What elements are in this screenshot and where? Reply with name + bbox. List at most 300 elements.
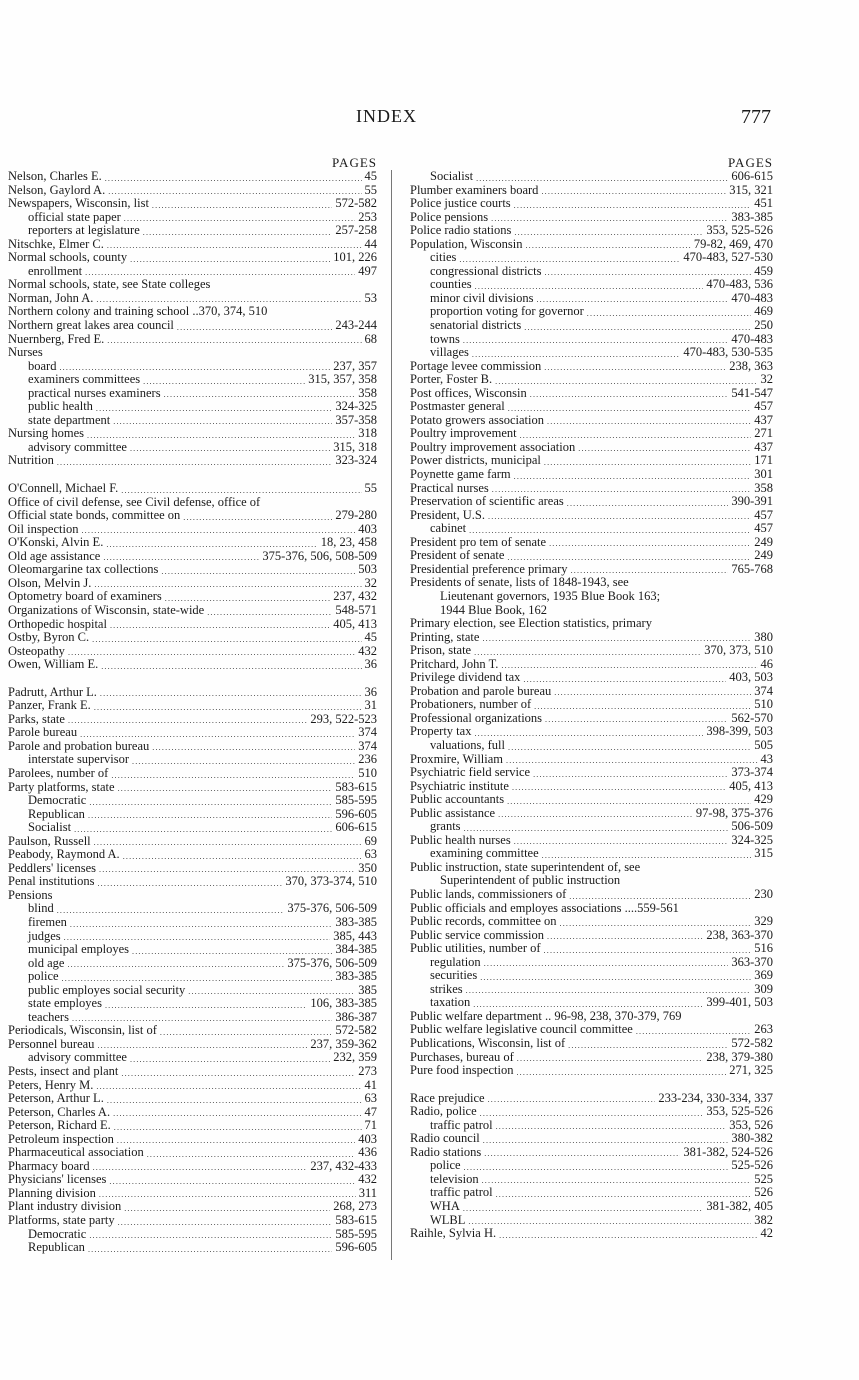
entry-term: Northern great lakes area council <box>8 318 174 333</box>
entry-list <box>8 170 377 1255</box>
entry-pages: 318 <box>358 426 377 441</box>
index-entry <box>8 211 377 225</box>
entry-term: 1944 Blue Book, 162 <box>440 602 547 617</box>
entry-term: Presidential preference primary <box>410 561 568 576</box>
index-entry <box>410 929 773 943</box>
entry-pages: 55 <box>364 481 377 496</box>
index-entry <box>8 875 377 889</box>
dot-leader <box>587 309 751 319</box>
entry-pages: 375-376, 506-509 <box>287 955 377 970</box>
entry-pages: 36 <box>364 684 377 699</box>
entry-pages: 585-595 <box>335 1226 377 1241</box>
entry-term: Parole bureau <box>8 725 78 740</box>
index-entry <box>8 1214 377 1228</box>
dot-leader <box>88 811 332 821</box>
dot-leader <box>160 1028 332 1038</box>
index-entry <box>8 808 377 822</box>
dot-leader <box>96 1082 361 1092</box>
entry-pages: 253 <box>358 209 377 224</box>
entry-term: Race prejudice <box>410 1090 485 1105</box>
dot-leader <box>508 404 751 414</box>
index-entry <box>8 835 377 849</box>
entry-term: Parolees, number of <box>8 765 109 780</box>
entry-pages: 510 <box>754 697 773 712</box>
entry-pages: 403, 503 <box>729 670 773 685</box>
entry-pages: 55 <box>364 182 377 197</box>
entry-pages: 63 <box>364 847 377 862</box>
entry-term: Poultry improvement <box>410 426 517 441</box>
entry-pages: 41 <box>364 1077 377 1092</box>
entry-pages: 309 <box>754 981 773 996</box>
dot-leader <box>89 798 332 808</box>
index-entry <box>410 983 773 997</box>
index-entry <box>8 889 377 903</box>
dot-leader <box>123 852 362 862</box>
entry-pages: 243-244 <box>335 318 377 333</box>
entry-pages: 510 <box>358 765 377 780</box>
entry-term: Socialist <box>28 820 72 835</box>
entry-pages: 390-391 <box>731 494 773 509</box>
index-entry <box>8 1146 377 1160</box>
entry-term: Potato growers association <box>410 412 545 427</box>
entry-term: traffic patrol <box>430 1185 493 1200</box>
index-entry <box>410 576 773 590</box>
column-divider <box>391 170 392 1260</box>
entry-pages: 324-325 <box>731 832 773 847</box>
index-entry <box>8 265 377 279</box>
index-entry <box>410 495 773 509</box>
entry-pages: 236 <box>358 752 377 767</box>
entry-term: Portage levee commission <box>410 358 542 373</box>
index-entry <box>8 238 377 252</box>
dot-leader <box>130 1055 330 1065</box>
entry-term: Probationers, number of <box>410 697 532 712</box>
index-entry <box>8 496 377 510</box>
entry-pages: 381-382, 524-526 <box>683 1144 773 1159</box>
index-entry <box>8 184 377 198</box>
index-entry <box>410 1200 773 1214</box>
entry-pages: 606-615 <box>335 820 377 835</box>
entry-term: advisory committee <box>28 439 127 454</box>
entry-term: Public officials and employes associations .... <box>410 900 638 915</box>
dot-leader <box>130 255 330 265</box>
index-entry <box>410 549 773 563</box>
pages-label: PAGES <box>332 155 377 170</box>
entry-pages: 357-358 <box>335 412 377 427</box>
entry-term: Plant industry division <box>8 1199 122 1214</box>
entry-term: Nelson, Charles E. <box>8 169 102 183</box>
entry-pages: 353, 526 <box>729 1117 773 1132</box>
entry-term: Pensions <box>8 887 53 902</box>
entry-term: securities <box>430 968 478 983</box>
entry-pages: 238, 363-370 <box>706 927 773 942</box>
entry-pages: 382 <box>754 1212 773 1227</box>
index-entry <box>8 631 377 645</box>
entry-pages: 405, 413 <box>729 778 773 793</box>
dot-leader <box>495 377 757 387</box>
entry-term: congressional districts <box>430 263 542 278</box>
index-entry <box>410 1037 773 1051</box>
index-entry <box>8 251 377 265</box>
dot-leader <box>578 444 751 454</box>
entry-term: examiners committees <box>28 372 141 387</box>
index-entry <box>410 184 773 198</box>
entry-term: grants <box>430 819 461 834</box>
dot-leader <box>544 363 726 373</box>
entry-term: police <box>430 1158 461 1173</box>
entry-pages: 432 <box>358 1172 377 1187</box>
index-entry <box>8 373 377 387</box>
entry-term: judges <box>28 928 61 943</box>
entry-term: Parks, state <box>8 711 65 726</box>
index-entry <box>8 482 377 496</box>
dot-leader <box>88 1245 332 1255</box>
dot-leader <box>89 1231 332 1241</box>
index-entry <box>8 278 377 292</box>
dot-leader <box>68 648 355 658</box>
entry-pages: 403 <box>358 1131 377 1146</box>
index-entry <box>410 739 773 753</box>
entry-term: Democratic <box>28 793 87 808</box>
entry-pages: 315 <box>754 846 773 861</box>
entry-term: Pests, insect and plant <box>8 1064 119 1078</box>
index-entry <box>410 996 773 1010</box>
dot-leader <box>107 336 361 346</box>
entry-term: Peabody, Raymond A. <box>8 847 120 862</box>
index-entry <box>8 1092 377 1106</box>
index-entry <box>410 170 773 184</box>
index-entry <box>8 1079 377 1093</box>
index-entry <box>410 644 773 658</box>
entry-term: Public utilities, number of <box>410 941 541 956</box>
entry-term: public employes social security <box>28 982 186 997</box>
entry-term: Psychiatric institute <box>410 778 509 793</box>
index-entry <box>410 793 773 807</box>
entry-term: Radio council <box>410 1131 480 1146</box>
entry-term: Owen, William E. <box>8 657 99 672</box>
index-entry <box>410 604 773 618</box>
dot-leader <box>70 920 332 930</box>
entry-term: Property tax <box>410 724 472 739</box>
index-entry <box>410 1051 773 1065</box>
index-entry <box>410 1092 773 1106</box>
index-entry <box>8 563 377 577</box>
pages-label: PAGES <box>728 155 773 170</box>
entry-term: taxation <box>430 995 471 1010</box>
entry-pages: 380-382 <box>731 1131 773 1146</box>
dot-leader <box>124 214 355 224</box>
index-entry <box>8 930 377 944</box>
entry-pages: 437 <box>754 439 773 454</box>
index-entry <box>8 1024 377 1038</box>
entry-pages: 384-385 <box>335 942 377 957</box>
index-entry <box>8 618 377 632</box>
entry-term: Socialist <box>430 169 474 183</box>
entry-term: proportion voting for governor <box>430 304 584 319</box>
entry-pages: 596-605 <box>335 1240 377 1255</box>
entry-pages: 329 <box>754 914 773 929</box>
index-entry <box>410 319 773 333</box>
entry-pages: 405, 413 <box>333 616 377 631</box>
dot-leader <box>524 323 751 333</box>
index-entry <box>410 658 773 672</box>
entry-term: Newspapers, Wisconsin, list <box>8 196 149 211</box>
entry-pages: 505 <box>754 737 773 752</box>
index-entry <box>410 725 773 739</box>
entry-pages: 273 <box>358 1064 377 1078</box>
entry-pages: 263 <box>754 1022 773 1037</box>
index-entry <box>410 563 773 577</box>
index-entry <box>8 1241 377 1255</box>
index-entry <box>410 482 773 496</box>
entry-pages: 324-325 <box>335 399 377 414</box>
entry-pages: 43 <box>760 751 773 766</box>
dot-leader <box>68 716 307 726</box>
entry-pages: 470-483 <box>731 331 773 346</box>
entry-pages: 385 <box>358 982 377 997</box>
dot-leader <box>499 1231 757 1241</box>
index-entry <box>8 740 377 754</box>
index-entry <box>8 1200 377 1214</box>
entry-pages: 315, 357, 358 <box>308 372 377 387</box>
entry-pages: 559-561 <box>637 900 679 915</box>
index-entry <box>410 590 773 604</box>
dot-leader <box>480 973 751 983</box>
index-entry <box>410 1010 773 1024</box>
entry-term: Osteopathy <box>8 643 65 658</box>
index-entry <box>410 1105 773 1119</box>
entry-term: Poultry improvement association <box>410 439 576 454</box>
entry-pages: 457 <box>754 399 773 414</box>
entry-term: Office of civil defense, see Civil defense, office of <box>8 494 261 509</box>
entry-pages: 106, 383-385 <box>310 996 377 1011</box>
index-entry <box>8 577 377 591</box>
dot-leader <box>533 770 728 780</box>
entry-pages: 271 <box>754 426 773 441</box>
entry-term: board <box>28 358 57 373</box>
index-entry <box>8 590 377 604</box>
index-entry <box>410 509 773 523</box>
index-entry <box>8 1106 377 1120</box>
entry-term: Pritchard, John T. <box>410 656 499 671</box>
entry-term: Raihle, Sylvia H. <box>410 1226 497 1241</box>
entry-term: Presidents of senate, lists of 1848-1943, see <box>410 575 629 590</box>
dot-leader <box>118 784 333 794</box>
entry-pages: 399-401, 503 <box>706 995 773 1010</box>
dot-leader <box>501 661 757 671</box>
index-entry <box>8 970 377 984</box>
index-entry <box>8 902 377 916</box>
page-number: 777 <box>741 106 771 128</box>
dot-leader <box>484 1149 680 1159</box>
dot-leader <box>514 837 729 847</box>
index-entry <box>410 956 773 970</box>
entry-term: O'Connell, Michael F. <box>8 481 119 496</box>
dot-leader <box>161 567 355 577</box>
index-entry <box>410 685 773 699</box>
entry-pages: 572-582 <box>731 1036 773 1050</box>
dot-leader <box>554 688 751 698</box>
entry-pages: 42 <box>760 1226 773 1241</box>
dot-leader <box>514 472 752 482</box>
index-entry <box>410 224 773 238</box>
entry-term: interstate supervisor <box>28 752 130 767</box>
dot-leader <box>545 715 728 725</box>
entry-pages: 386-387 <box>335 1009 377 1024</box>
index-entry <box>410 400 773 414</box>
index-entry <box>410 1119 773 1133</box>
entry-term: President pro tem of senate <box>410 534 547 549</box>
entry-pages: 470-483, 527-530 <box>683 250 773 265</box>
entry-term: Public health nurses <box>410 832 511 847</box>
dot-leader <box>484 959 729 969</box>
entry-pages: 293, 522-523 <box>310 711 377 726</box>
entry-term: Nutrition <box>8 453 54 468</box>
entry-term: Primary election, see Election statistics, primary <box>410 616 652 631</box>
index-entry <box>410 1159 773 1173</box>
dot-leader <box>93 1163 308 1173</box>
entry-term: strikes <box>430 981 463 996</box>
entry-term: teachers <box>28 1009 69 1024</box>
index-entry <box>410 373 773 387</box>
dot-leader <box>506 756 757 766</box>
dot-leader <box>118 1218 333 1228</box>
entry-pages: 548-571 <box>335 602 377 617</box>
dot-leader <box>124 1204 330 1214</box>
entry-pages: 232, 359 <box>333 1050 377 1065</box>
entry-term: counties <box>430 277 472 292</box>
entry-term: old age <box>28 955 65 970</box>
dot-leader <box>152 201 332 211</box>
entry-term: WHA <box>430 1199 460 1214</box>
index-entry <box>410 915 773 929</box>
entry-pages: 237, 432 <box>333 589 377 604</box>
entry-term: Nurses <box>8 345 43 360</box>
entry-term: Public instruction, state superintendent of, see <box>410 859 641 874</box>
entry-pages: 257-258 <box>335 223 377 238</box>
entry-term: Orthopedic hospital <box>8 616 107 631</box>
entry-term: Pharmaceutical association <box>8 1145 144 1160</box>
dot-leader <box>97 879 282 889</box>
dot-leader <box>514 201 752 211</box>
entry-term: Nursing homes <box>8 426 85 441</box>
entry-pages: 18, 23, 458 <box>320 535 377 550</box>
entry-term: official state paper <box>28 209 121 224</box>
entry-term: Police radio stations <box>410 223 512 238</box>
entry-pages: 436 <box>358 1145 377 1160</box>
index-entry <box>8 427 377 441</box>
index-entry <box>8 319 377 333</box>
entry-term: Planning division <box>8 1185 96 1200</box>
entry-pages: 380 <box>754 629 773 644</box>
dot-leader <box>105 174 362 184</box>
index-entry <box>8 224 377 238</box>
entry-term: villages <box>430 345 469 360</box>
entry-term: Norman, John A. <box>8 290 94 305</box>
entry-term: Proxmire, William <box>410 751 504 766</box>
entry-pages: 311 <box>358 1185 377 1200</box>
dot-leader <box>544 946 752 956</box>
dot-leader <box>121 1069 355 1079</box>
entry-term: Petroleum inspection <box>8 1131 114 1146</box>
dot-leader <box>87 431 355 441</box>
entry-pages: 271, 325 <box>729 1063 773 1078</box>
letter-section-gap <box>8 672 377 686</box>
entry-term: senatorial districts <box>430 318 522 333</box>
index-entry <box>410 942 773 956</box>
dot-leader <box>107 1096 362 1106</box>
dot-leader <box>94 838 362 848</box>
entry-term: traffic patrol <box>430 1117 493 1132</box>
entry-pages: 315, 321 <box>729 182 773 197</box>
entry-pages: 432 <box>358 643 377 658</box>
dot-leader <box>464 1163 729 1173</box>
entry-pages: 470-483 <box>731 290 773 305</box>
index-entry <box>410 1023 773 1037</box>
entry-pages: 437 <box>754 412 773 427</box>
dot-leader <box>516 1068 726 1078</box>
entry-pages: 323-324 <box>335 453 377 468</box>
entry-pages: 53 <box>364 290 377 305</box>
entry-pages: 45 <box>364 169 377 183</box>
entry-term: Panzer, Frank E. <box>8 698 91 713</box>
index-entry <box>8 957 377 971</box>
index-entry <box>8 550 377 564</box>
entry-pages: 44 <box>364 236 377 251</box>
dot-leader <box>482 1176 752 1186</box>
dot-leader <box>488 512 751 522</box>
index-entry <box>410 536 773 550</box>
entry-term: Peters, Henry M. <box>8 1077 94 1092</box>
entry-term: Platforms, state party <box>8 1213 115 1228</box>
page-title: INDEX <box>356 106 417 126</box>
entry-term: Republican <box>28 806 85 821</box>
dot-leader <box>523 675 726 685</box>
dot-leader <box>541 187 726 197</box>
index-entry <box>8 523 377 537</box>
entry-pages: 238, 379-380 <box>706 1049 773 1064</box>
entry-term: Public welfare department .. 96-98, 238, 370-379, 769 <box>410 1008 682 1023</box>
index-entry <box>8 686 377 700</box>
entry-pages: 353, 525-526 <box>706 223 773 238</box>
entry-term: Printing, state <box>410 629 480 644</box>
entry-term: Preservation of scientific areas <box>410 494 564 509</box>
entry-term: Democratic <box>28 1226 87 1241</box>
dot-leader <box>474 729 703 739</box>
index-entry <box>8 1038 377 1052</box>
entry-term: Ostby, Byron C. <box>8 630 90 645</box>
index-entry <box>410 333 773 347</box>
index-entry <box>410 671 773 685</box>
entry-pages: 470-483, 536 <box>706 277 773 292</box>
dot-leader <box>101 662 361 672</box>
entry-term: television <box>430 1171 479 1186</box>
index-entry <box>410 712 773 726</box>
entry-pages: 31 <box>364 698 377 713</box>
entry-pages: 375-376, 506, 508-509 <box>262 548 377 563</box>
entry-term: Superintendent of public instruction <box>440 873 621 888</box>
entry-pages: 249 <box>754 548 773 563</box>
dot-leader <box>183 513 332 523</box>
entry-term: Power districts, municipal <box>410 453 541 468</box>
entry-term: Personnel bureau <box>8 1036 95 1051</box>
entry-term: Nitschke, Elmer C. <box>8 236 104 251</box>
entry-term: firemen <box>28 914 67 929</box>
entry-term: Penal institutions <box>8 874 95 889</box>
entry-term: practical nurses examiners <box>28 385 161 400</box>
index-entry <box>410 387 773 401</box>
entry-term: Peterson, Richard E. <box>8 1118 111 1133</box>
